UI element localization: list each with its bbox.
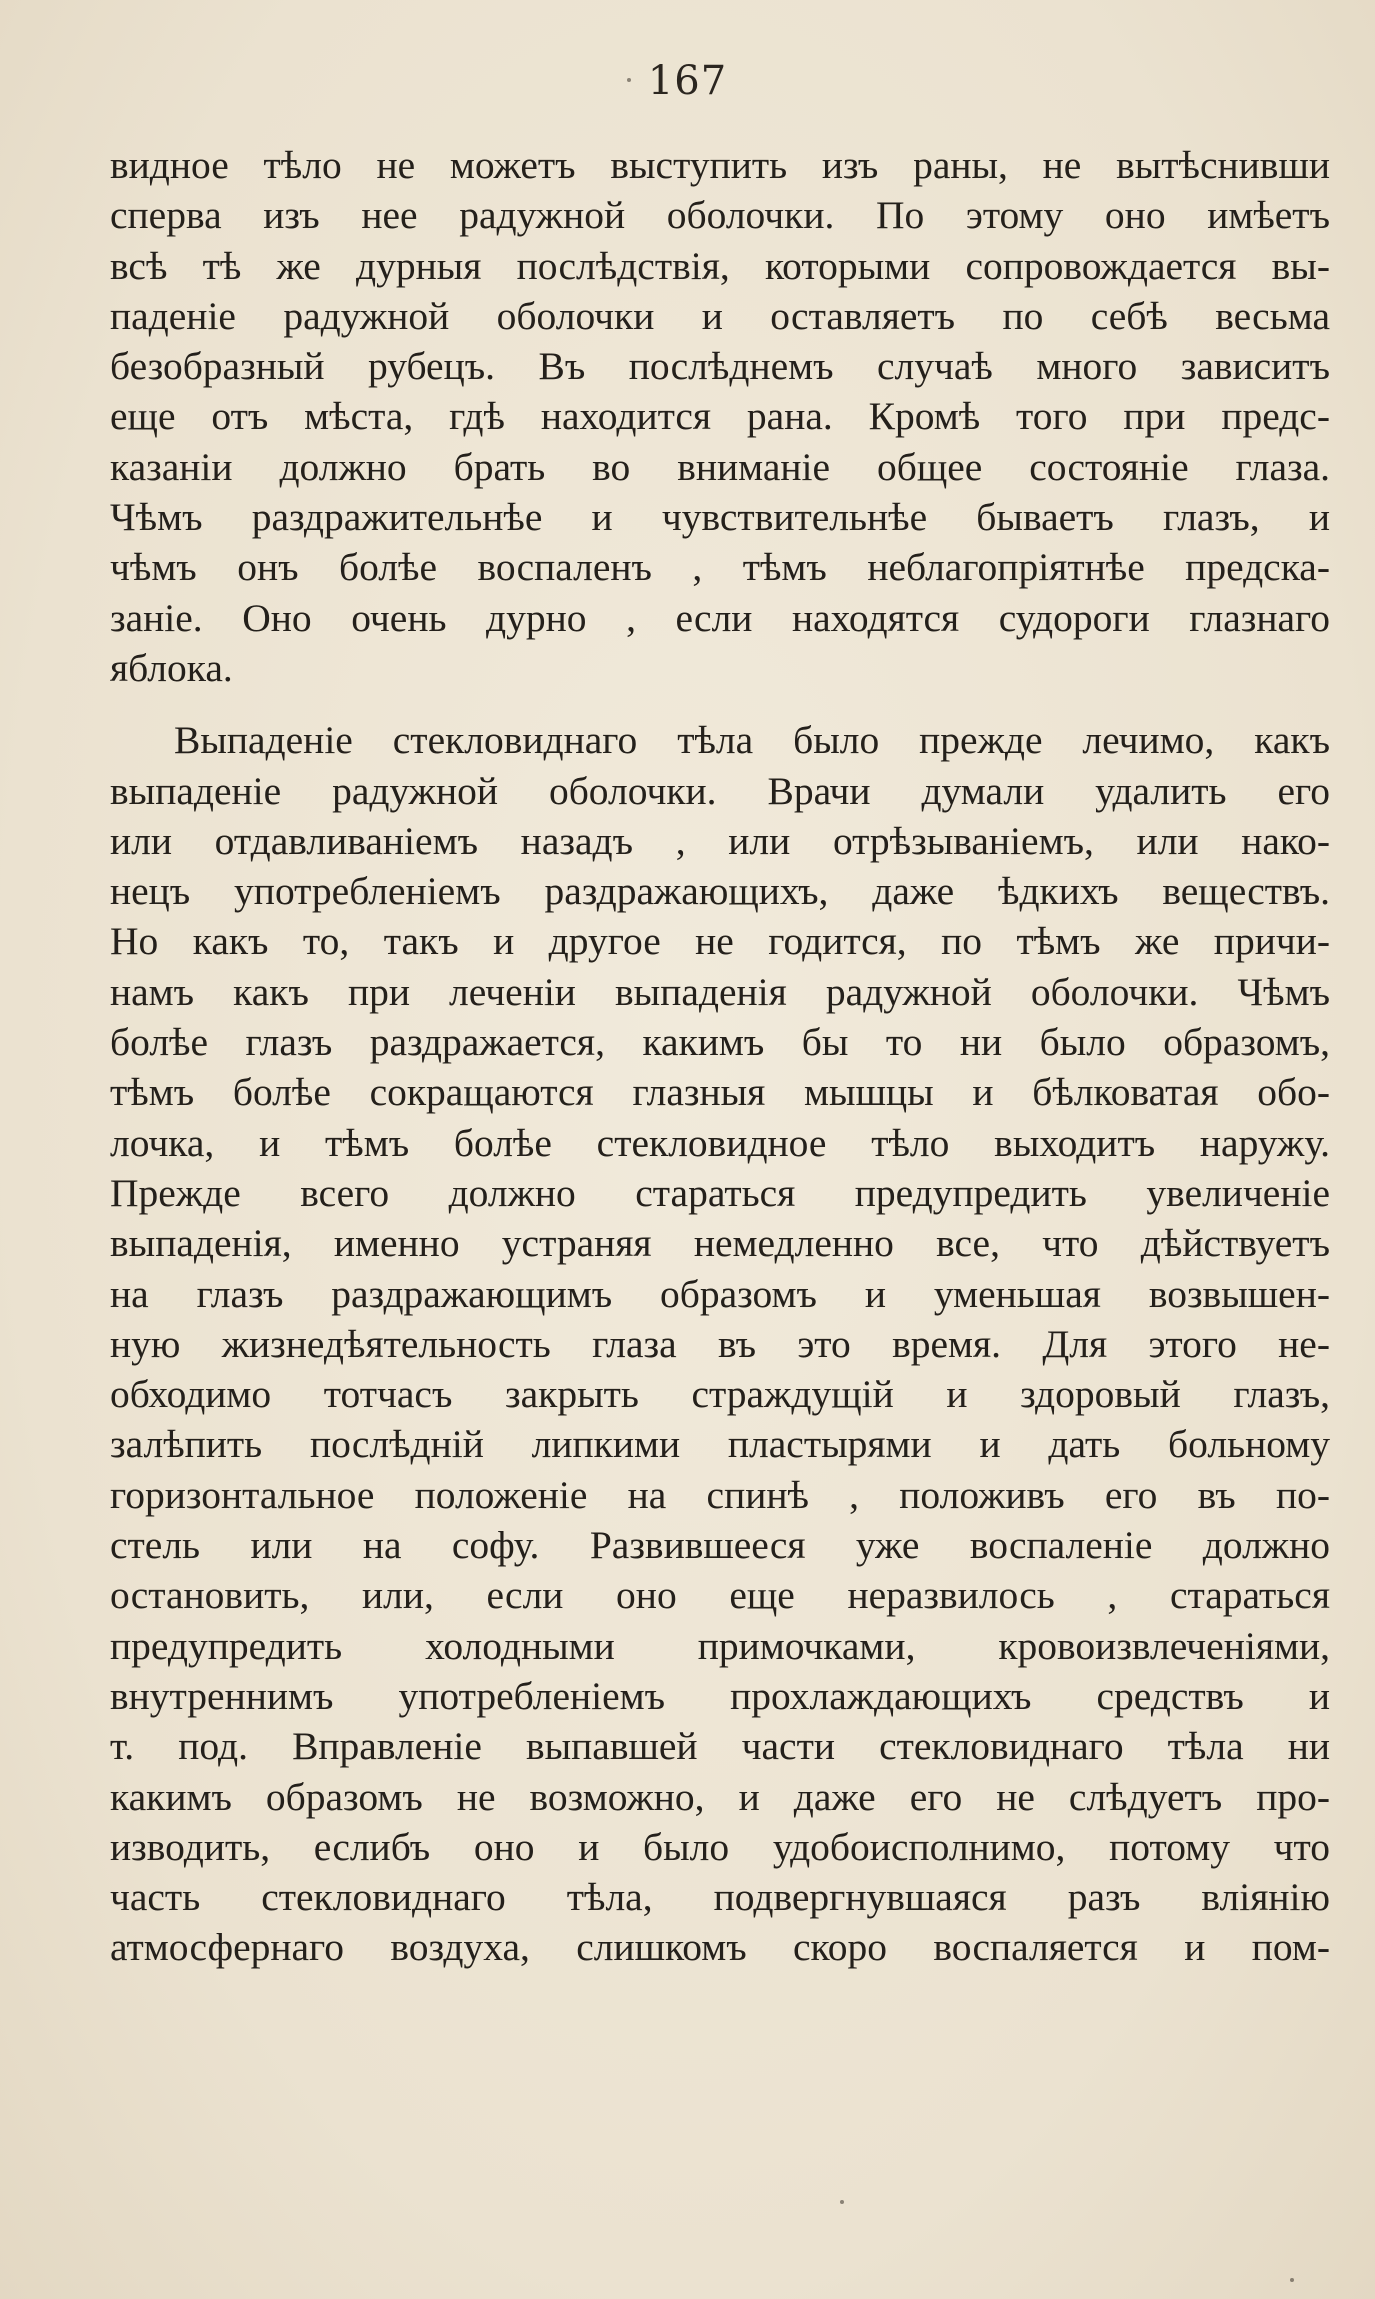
text-line: стель или на софу. Развившееся уже воспаленіе должно	[110, 1523, 1330, 1568]
paragraph-2	[110, 715, 1330, 1972]
paragraph-1	[110, 140, 1330, 693]
text-line: казаніи должно брать во вниманіе общее состояніе глаза.	[110, 444, 1330, 489]
text-line: Чѣмъ раздражительнѣе и чувствительнѣе бываетъ глазъ, и	[110, 495, 1330, 540]
text-line: какимъ образомъ не возможно, и даже его не слѣдуетъ про-	[110, 1774, 1330, 1819]
text-line: ную жизнедѣятельность глаза въ это время. Для этого не-	[110, 1321, 1330, 1366]
text-line: яблока.	[110, 645, 233, 690]
paper-speck	[840, 2200, 844, 2204]
text-line: намъ какъ при леченіи выпаденія радужной оболочки. Чѣмъ	[110, 969, 1330, 1014]
text-line: тѣмъ болѣе сокращаются глазныя мышцы и бѣлковатая обо-	[110, 1070, 1330, 1115]
text-line: остановить, или, если оно еще неразвилось , стараться	[110, 1573, 1330, 1618]
text-line: на глазъ раздражающимъ образомъ и уменьшая возвышен-	[110, 1271, 1330, 1316]
text-line: или отдавливаніемъ назадъ , или отрѣзываніемъ, или нако-	[110, 818, 1330, 863]
text-line: нецъ употребленіемъ раздражающихъ, даже ѣдкихъ веществъ.	[110, 869, 1330, 914]
text-line: т. под. Вправленіе выпавшей части стекловиднаго тѣла ни	[110, 1724, 1330, 1769]
paper-speck	[627, 78, 631, 82]
text-line: всѣ тѣ же дурныя послѣдствія, которыми сопровождается вы-	[110, 243, 1330, 288]
text-line: изводить, еслибъ оно и было удобоисполнимо, потому что	[110, 1824, 1330, 1869]
text-line: выпаденія, именно устраняя немедленно все, что дѣйствуетъ	[110, 1221, 1330, 1266]
text-line: Выпаденіе стекловиднаго тѣла было прежде лечимо, какъ	[174, 718, 1330, 763]
text-line: сперва изъ нее радужной оболочки. По этому оно имѣетъ	[110, 193, 1330, 238]
text-line: часть стекловиднаго тѣла, подвергнувшаяся разъ вліянію	[110, 1875, 1330, 1920]
text-line: чѣмъ онъ болѣе воспаленъ , тѣмъ неблагопріятнѣе предска-	[110, 545, 1330, 590]
text-line: болѣе глазъ раздражается, какимъ бы то ни было образомъ,	[110, 1020, 1330, 1065]
paper-speck	[1290, 2278, 1294, 2282]
text-line: еще отъ мѣста, гдѣ находится рана. Кромѣ того при предс-	[110, 394, 1330, 439]
text-line: безобразный рубецъ. Въ послѣднемъ случаѣ много зависитъ	[110, 344, 1330, 389]
text-line: Но какъ то, такъ и другое не годится, по тѣмъ же причи-	[110, 919, 1330, 964]
text-line: заніе. Оно очень дурно , если находятся судороги глазнаго	[110, 595, 1330, 640]
text-line: внутреннимъ употребленіемъ прохлаждающихъ средствъ и	[110, 1673, 1330, 1718]
text-line: горизонтальное положеніе на спинѣ , положивъ его въ по-	[110, 1472, 1330, 1517]
text-line: паденіе радужной оболочки и оставляетъ по себѣ весьма	[110, 293, 1330, 338]
text-line: предупредить холодными примочками, кровоизвлеченіями,	[110, 1623, 1330, 1668]
text-line: лочка, и тѣмъ болѣе стекловидное тѣло выходитъ наружу.	[110, 1120, 1330, 1165]
page-number: 167	[647, 58, 728, 104]
text-line: обходимо тотчасъ закрыть страждущій и здоровый глазъ,	[110, 1372, 1330, 1417]
paragraph-gap	[110, 693, 1330, 715]
body-text	[110, 140, 1330, 1973]
text-line: атмосфернаго воздуха, слишкомъ скоро воспаляется и пом-	[110, 1925, 1330, 1970]
text-line: залѣпить послѣдній липкими пластырями и дать больному	[110, 1422, 1330, 1467]
text-line: выпаденіе радужной оболочки. Врачи думали удалить его	[110, 768, 1330, 813]
text-line: видное тѣло не можетъ выступить изъ раны, не вытѣснивши	[110, 143, 1330, 187]
text-line: Прежде всего должно стараться предупредить увеличеніе	[110, 1170, 1330, 1215]
